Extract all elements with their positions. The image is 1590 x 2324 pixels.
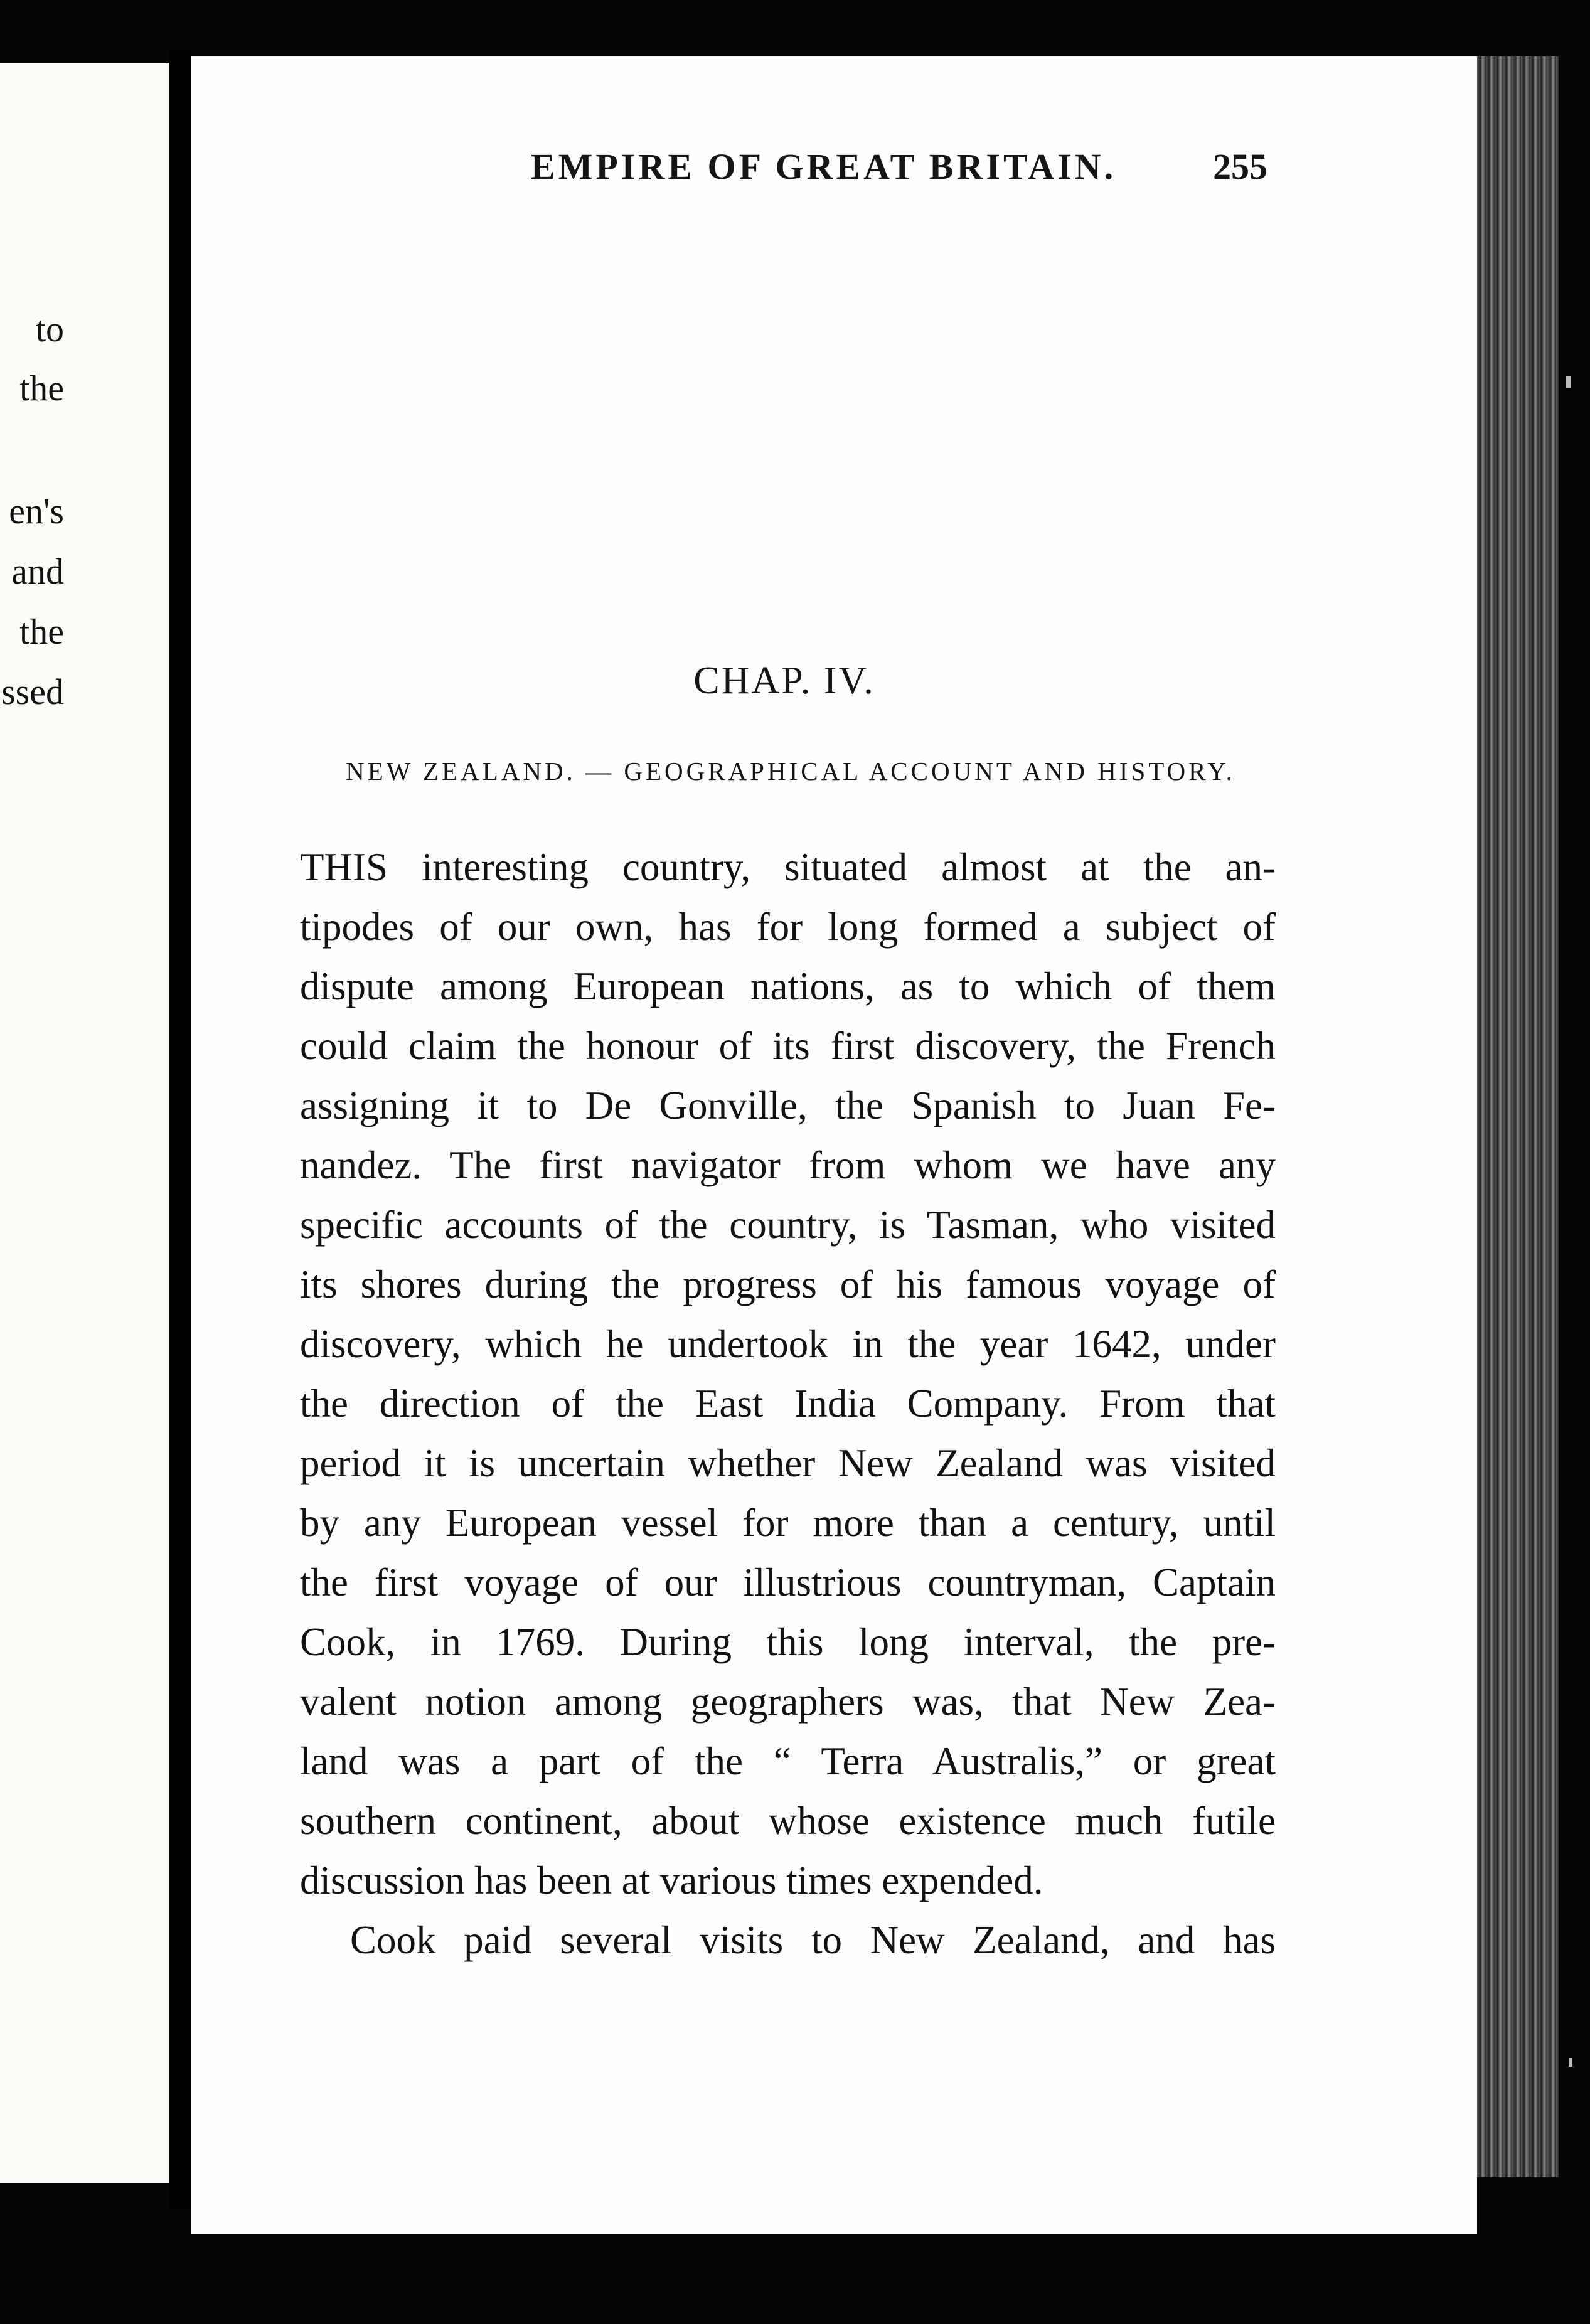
previous-page-fragment: and xyxy=(11,551,64,592)
body-line: discovery, which he undertook in the year 1642, under xyxy=(300,1322,1276,1366)
previous-page-sliver xyxy=(0,63,169,2183)
previous-page-fragment: to xyxy=(35,309,64,349)
body-line-paragraph-end: discussion has been at various times expended. xyxy=(300,1858,1043,1902)
body-line: nandez. The first navigator from whom we have any xyxy=(300,1143,1276,1187)
running-head xyxy=(339,146,1267,196)
body-line: period it is uncertain whether New Zealand was visited xyxy=(300,1441,1276,1485)
body-line: by any European vessel for more than a century, until xyxy=(300,1501,1276,1545)
previous-page-fragment: ssed xyxy=(1,671,64,712)
body-line: southern continent, about whose existence much futile xyxy=(300,1799,1276,1843)
book-gutter xyxy=(169,50,191,2209)
chapter-subtitle: NEW ZEALAND. — GEOGRAPHICAL ACCOUNT AND HISTORY. xyxy=(346,757,1235,786)
body-line: dispute among European nations, as to which of them xyxy=(300,964,1276,1008)
body-line: Cook, in 1769. During this long interval, the pre- xyxy=(300,1620,1276,1664)
body-line: valent notion among geographers was, that New Zea- xyxy=(300,1680,1276,1724)
body-line: tipodes of our own, has for long formed a subject of xyxy=(300,905,1276,949)
running-title: EMPIRE OF GREAT BRITAIN. xyxy=(531,146,1117,187)
scan-speck xyxy=(1569,2058,1572,2067)
previous-page-fragment: en's xyxy=(9,491,64,531)
page-number: 255 xyxy=(1213,146,1267,187)
body-line: the direction of the East India Company. From that xyxy=(300,1382,1276,1426)
chapter-heading: CHAP. IV. xyxy=(693,659,875,702)
body-line: could claim the honour of its first discovery, the French xyxy=(300,1024,1276,1068)
body-line: land was a part of the “ Terra Australis,” or great xyxy=(300,1739,1276,1783)
body-line: the first voyage of our illustrious countryman, Captain xyxy=(300,1560,1276,1604)
previous-page-fragment: the xyxy=(19,368,64,408)
body-line: THIS interesting country, situated almost at the an- xyxy=(300,845,1276,889)
page-edge-stack xyxy=(1477,56,1559,2177)
body-text xyxy=(300,838,1276,1970)
body-line: its shores during the progress of his famous voyage of xyxy=(300,1262,1276,1306)
scan-speck xyxy=(1566,376,1571,388)
previous-page-fragment: the xyxy=(19,611,64,652)
body-line: assigning it to De Gonville, the Spanish to Juan Fe- xyxy=(300,1084,1276,1127)
body-line-paragraph-start: Cook paid several visits to New Zealand, and has xyxy=(350,1918,1276,1962)
body-line: specific accounts of the country, is Tasman, who visited xyxy=(300,1203,1276,1247)
